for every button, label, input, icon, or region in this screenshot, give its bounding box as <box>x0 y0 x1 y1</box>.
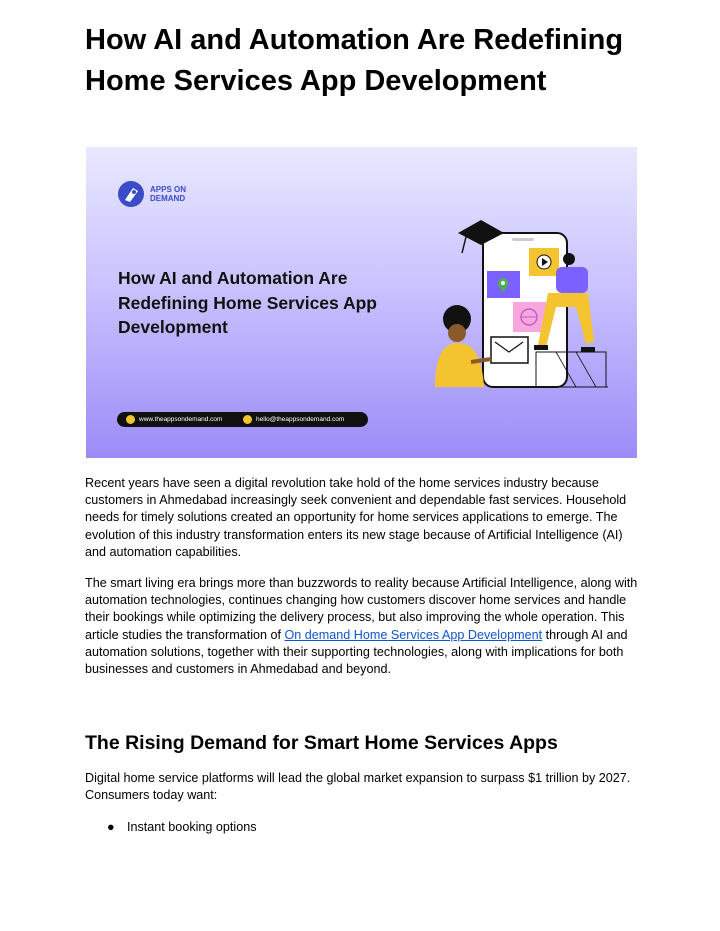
banner-logo-text <box>150 185 210 203</box>
intro-paragraph: Recent years have seen a digital revolution take hold of the home services industry because customers in Ahmedabad increasingly seek convenient and dependable fast services. Household needs for timely solutions created an opportunity for home services applications to emerge. The evolution of this industry transformation enters its new stage because of Artificial Intelligence (AI) and automation capabilities. <box>85 476 627 559</box>
hero-banner-image <box>86 147 637 458</box>
section-heading: The Rising Demand for Smart Home Services Apps <box>85 732 558 754</box>
banner-heading <box>118 266 418 340</box>
document-title: How AI and Automation Are Redefining Home Services App Development <box>85 24 624 97</box>
banner-heading-line-1: How AI and Automation Are <box>118 268 348 288</box>
email-text: hello@theappsondemand.com <box>256 416 345 423</box>
second-paragraph <box>85 575 640 678</box>
paragraph-text: through AI and automation solutions, together with their supporting technologies, along with implications for both businesses and customers in Ahmedabad and beyond. <box>85 627 628 677</box>
logo-line-2: DEMAND <box>150 194 186 203</box>
services-app-link[interactable]: On demand Home Services App Development <box>284 627 543 642</box>
email-contact <box>243 412 344 427</box>
banner-heading-line-3: Development <box>118 317 228 337</box>
section-paragraph: Digital home service platforms will lead the global market expansion to surpass $1 trillion by 2027. Consumers today want: <box>85 771 631 803</box>
website-text: www.theappsondemand.com <box>139 416 223 423</box>
website-contact <box>126 412 222 427</box>
mail-tile <box>491 337 528 363</box>
mail-icon <box>243 415 252 424</box>
bullet-icon: ● <box>107 820 115 834</box>
banner-heading-line-2: Redefining Home Services App <box>118 292 377 313</box>
paragraph-text: The smart living era brings more than buzzwords to reality because Artificial Intelligence, along with automation technologies, continues changing how customers discover home services and handle their bookings while optimizing the delivery process, but also improving the whole operation. This article studies the transformation of <box>85 576 638 642</box>
bullet-text: Instant booking options <box>127 820 257 834</box>
globe-icon <box>126 415 135 424</box>
logo-line-1: APPS ON <box>150 185 187 194</box>
contact-pill <box>117 412 368 427</box>
list-item <box>107 819 257 836</box>
man-figure <box>563 253 575 265</box>
